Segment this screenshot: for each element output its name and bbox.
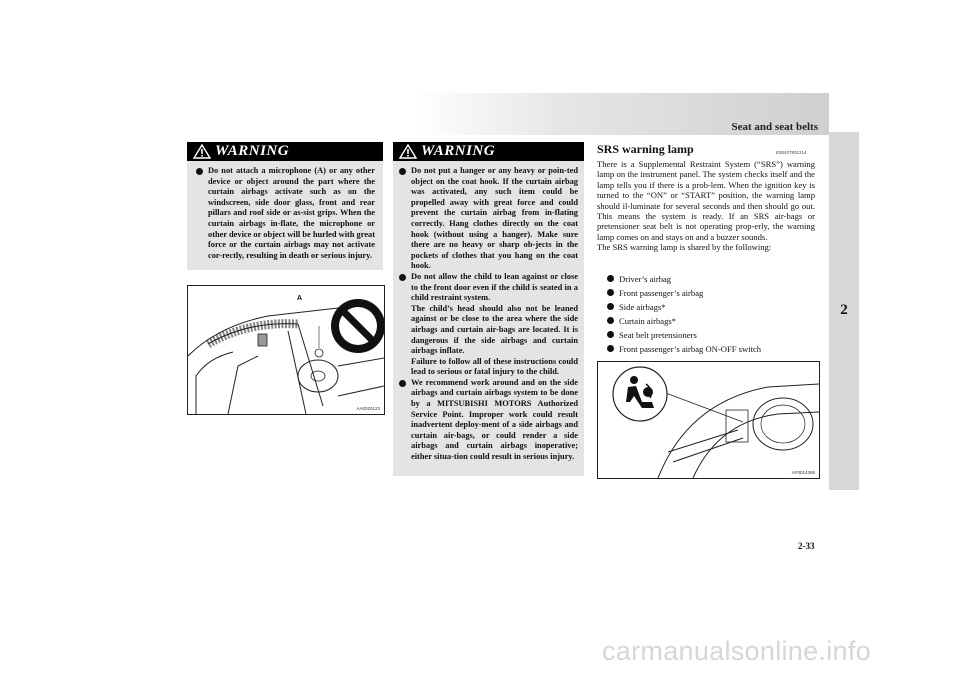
bullet-icon	[607, 345, 614, 352]
list-item-text: Front passenger’s airbag ON-OFF switch	[619, 344, 762, 354]
warning-item-text: The child’s head should also not be leaned against or be close to the area where the side airbags and curtain air-bags are located. It is dangerous if the side airbags and curtain airbags inflate.	[411, 303, 578, 356]
warning-title: WARNING	[215, 143, 290, 159]
srs-paragraph: The SRS warning lamp is shared by the following:	[597, 242, 772, 253]
warning-item	[399, 166, 578, 272]
list-item-text: Seat belt pretensioners	[619, 330, 697, 340]
warning-header	[187, 142, 383, 161]
bullet-icon	[196, 168, 203, 175]
figure-code: AA0020123	[356, 406, 380, 411]
warning-item-text: Do not attach a microphone (A) or any other device or object around the part where the curtain airbags activate such as on the windscreen, side door glass, front and rear pillars and roof side or as-sist grips. When the curtain airbags in-flate, the microphone or other device or object will be hurled with great force or the curtain airbags may not activate cor-rectly, resulting in death or serious injury.	[208, 166, 376, 260]
warning-box-microphone	[187, 142, 383, 270]
bullet-icon	[607, 303, 614, 310]
warning-body	[399, 166, 578, 463]
warning-item	[399, 378, 578, 463]
list-item-text: Side airbags*	[619, 302, 666, 312]
warning-item-text: We recommend work around and on the side airbags and curtain airbags system to be done by a MITSUBISHI MOTORS Authorized Service Point. Improper work could result inadvertent deploy-ment of a side airbags and curtain air-bags, or could render a side airbags and curtain airbags inoperative; either situa-tion could result in serious injury.	[411, 377, 578, 462]
warning-item-text: Do not put a hanger or any heavy or poin-ted object on the coat hook. If the curtain airbag was activated, any such item could be propelled away with great force and could prevent the curtain airbag from in-flating correctly. Hang clothes directly on the coat hook (without using a hanger). Make sure there are no heavy or sharp ob-jects in the pockets of clothes that you hang on the coat hook.	[411, 166, 578, 271]
list-item	[607, 272, 817, 286]
bullet-icon	[399, 380, 406, 387]
srs-paragraph: There is a Supplemental Restraint System (“SRS”) warning lamp on the instrument panel. The system checks itself and the lamp tells you if there is a prob-lem. When the ignition key is turned to the “ON” or “START” position, the warning lamp should il-luminate for several seconds and then should go out. This means the system is ready. If an SRS air-bags or pretensioner seat belt is not operating prop-erly, the warning lamp comes on and stays on and a buzzer sounds.	[597, 159, 815, 242]
chapter-tab	[829, 132, 859, 490]
bullet-icon	[607, 317, 614, 324]
watermark-text: carmanualsonline.info	[602, 636, 871, 666]
figure-microphone-airbag	[187, 285, 385, 415]
list-item-text: Front passenger’s airbag	[619, 288, 704, 298]
warning-header	[393, 142, 584, 161]
bullet-icon	[607, 289, 614, 296]
warning-triangle-icon	[193, 144, 211, 159]
srs-section-title: SRS warning lamp	[597, 142, 694, 156]
bullet-icon	[607, 275, 614, 282]
warning-title: WARNING	[421, 143, 496, 159]
srs-doc-code: E00407801214	[776, 150, 807, 155]
car-interior-illustration	[188, 286, 384, 414]
figure-code: AF0014365	[791, 470, 815, 475]
bullet-icon	[399, 274, 406, 281]
warning-item	[399, 272, 578, 378]
figure-srs-lamp	[597, 361, 820, 479]
list-item	[607, 342, 817, 356]
warning-body	[196, 166, 375, 261]
section-title: Seat and seat belts	[731, 121, 818, 133]
warning-item	[196, 166, 375, 261]
warning-triangle-icon	[399, 144, 417, 159]
page-number: 2-33	[798, 541, 815, 551]
list-item-text: Driver’s airbag	[619, 274, 672, 284]
bullet-icon	[607, 331, 614, 338]
warning-box-coat-hook	[393, 142, 584, 476]
srs-shared-list	[607, 272, 817, 356]
instrument-panel-illustration	[598, 362, 819, 478]
warning-item-text: Failure to follow all of these instructions could lead to serious or fatal injury to the child.	[411, 356, 578, 377]
list-item	[607, 286, 817, 300]
srs-description	[597, 159, 815, 253]
chapter-number: 2	[840, 302, 848, 318]
list-item	[607, 328, 817, 342]
warning-item-text: Do not allow the child to lean against or close to the front door even if the child is seated in a child restraint system.	[411, 271, 578, 303]
callout-label-a: A	[297, 295, 303, 302]
list-item	[607, 300, 817, 314]
list-item-text: Curtain airbags*	[619, 316, 677, 326]
list-item	[607, 314, 817, 328]
bullet-icon	[399, 168, 406, 175]
